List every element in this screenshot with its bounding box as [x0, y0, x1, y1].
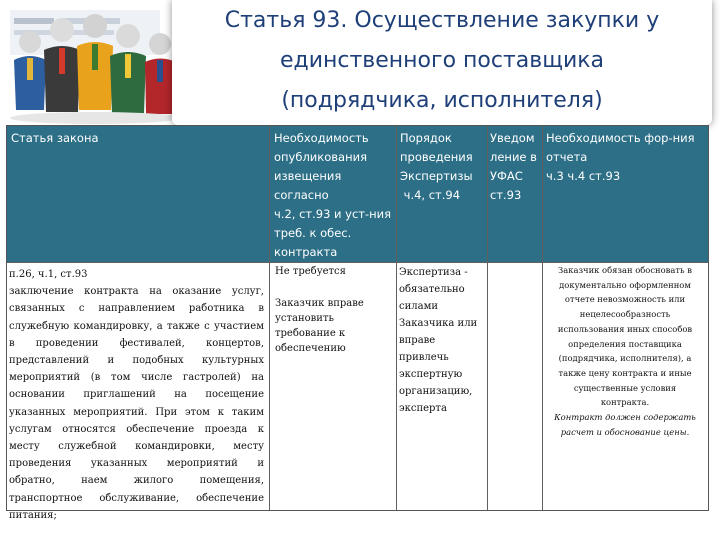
header-text: УФАС [490, 169, 523, 183]
report-line: (подрядчика, исполнителя), а [558, 353, 692, 364]
law-line: месту служебной командировки, месту [9, 441, 264, 453]
header-text: контракта [274, 245, 338, 259]
header-text: треб. к обес. [274, 226, 352, 240]
header-cell-publication [274, 129, 392, 262]
business-people-illustration [0, 0, 190, 128]
expertise-line: экспертную [399, 369, 463, 380]
expertise-line: Экспертиза - [399, 267, 468, 278]
law-line: служебную командировку, а также с участием [9, 320, 264, 332]
title-line-3: (подрядчика, исполнителя) [281, 88, 603, 113]
report-italic-line: Контракт должен содержать [554, 412, 696, 423]
header-text: Уведом [490, 131, 535, 145]
slide-title [172, 0, 712, 125]
report-cell [545, 263, 705, 439]
law-line: транспортное обслуживание, обеспечение [9, 492, 264, 504]
report-line: контракта. [600, 397, 650, 408]
report-line: нецелесообразность [579, 309, 671, 320]
column-divider [487, 126, 488, 510]
header-text: Порядок [400, 131, 452, 145]
publication-cell [275, 264, 387, 356]
expertise-line: привлечь [399, 352, 449, 363]
publication-line: Заказчик вправе [275, 298, 364, 309]
report-line: определения поставщика [568, 338, 682, 349]
column-divider [269, 126, 270, 510]
header-text: согласно [274, 188, 329, 202]
title-line-2: единственного поставщика [279, 48, 605, 73]
header-text: ч.4, ст.94 [400, 188, 461, 202]
header-text: извещения [274, 169, 342, 183]
header-text: Необходимость [274, 131, 369, 145]
expertise-line: силами [399, 301, 439, 312]
procurement-table [6, 125, 709, 521]
report-line: существенные условия [573, 382, 677, 393]
header-text: ление в [490, 150, 537, 164]
header-text: Необходимость фор-ния [546, 131, 695, 145]
expertise-line: обязательно [399, 284, 465, 295]
expertise-line: вправе [399, 335, 436, 346]
report-line: отчете невозможность или [564, 294, 686, 305]
header-text: Экспертизы [400, 169, 473, 183]
law-line: услугам относятся обеспечение проезда к [9, 423, 264, 435]
law-line: заключение контракта на оказание услуг, [9, 286, 264, 298]
header-cell-expertise [400, 129, 485, 205]
law-line: питания; [9, 509, 57, 521]
header-cell-article [11, 129, 261, 148]
report-line: документально оформленном [559, 279, 691, 290]
header-text: проведения [400, 150, 473, 164]
expertise-line: Заказчика или [399, 318, 478, 329]
publication-line: обеспечению [275, 343, 346, 354]
expertise-cell [399, 264, 487, 417]
law-line: мероприятий (в том числе гастролей) на [9, 372, 264, 384]
law-article-cell [9, 266, 264, 524]
header-cell-notification [490, 129, 542, 205]
header-text: ч.2, ст.93 и уст-ния [274, 207, 392, 221]
law-line: обратно, наем жилого помещения, [9, 475, 264, 487]
report-line: также цену контракта и иные [558, 367, 692, 378]
publication-line: установить [275, 313, 334, 324]
header-text: отчета [546, 150, 588, 164]
law-line: представлений и подобных культурных [9, 355, 264, 367]
header-text: ч.3 ч.4 ст.93 [546, 169, 621, 183]
report-line: использования иных способов [557, 323, 693, 334]
header-text: Статья закона [11, 131, 99, 145]
column-divider [396, 126, 397, 510]
law-line: связанных с направлением работника в [9, 303, 264, 315]
header-text: опубликования [274, 150, 367, 164]
header-cell-report [546, 129, 706, 186]
report-italic-line: расчет и обоснование цены. [560, 426, 690, 437]
law-line: проведения указанных мероприятий и [9, 458, 264, 470]
publication-status: Не требуется [275, 266, 346, 277]
publication-line: требование к [275, 328, 346, 339]
law-line: основании приглашений на посещение [9, 389, 264, 401]
expertise-line: организацию, [399, 386, 473, 397]
header-text: ст.93 [490, 188, 522, 202]
column-divider [542, 126, 543, 510]
law-line: п.26, ч.1, ст.93 [9, 269, 88, 280]
expertise-line: эксперта [399, 403, 447, 414]
report-line: Заказчик обязан обосновать в [558, 265, 692, 275]
law-line: в проведении фестивалей, концертов, [9, 337, 264, 349]
title-line-1: Статья 93. Осуществление закупки у [224, 8, 660, 33]
law-line: указанных мероприятий. При этом к таким [9, 406, 264, 418]
